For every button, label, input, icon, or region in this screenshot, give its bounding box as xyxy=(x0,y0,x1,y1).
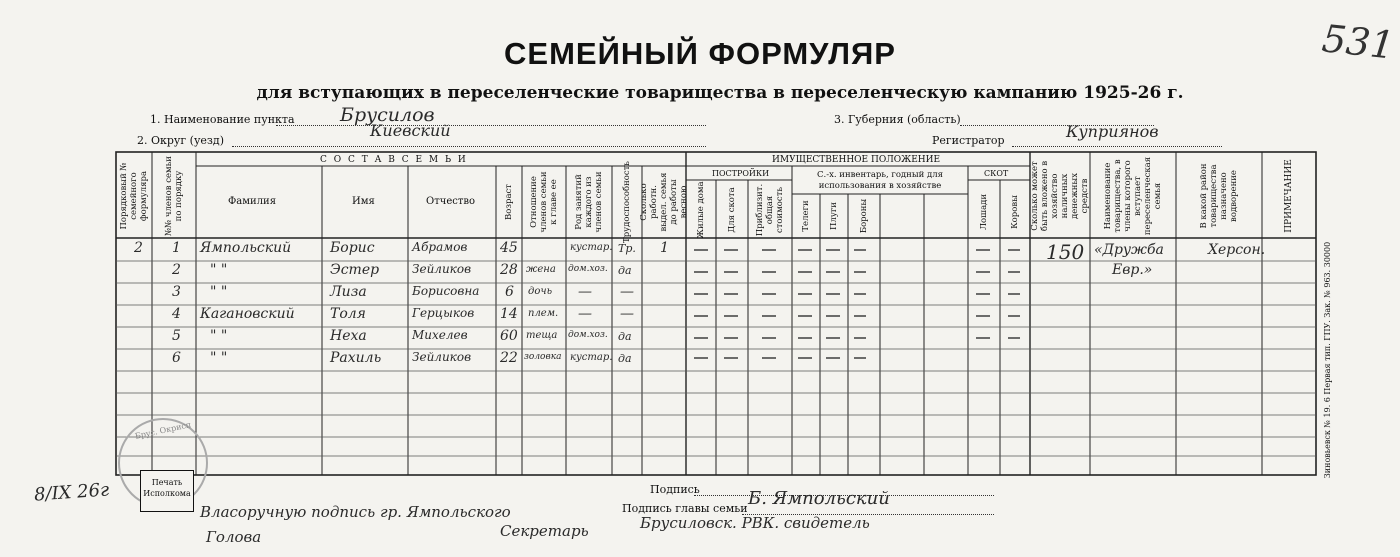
punkt-label: 1. Наименование пункта xyxy=(150,113,295,126)
header-otchestvo: Отчество xyxy=(426,196,476,207)
cell-vozrast: 22 xyxy=(500,350,518,366)
cell-imya: Рахиль xyxy=(330,350,382,366)
cell-otchestvo: Абрамов xyxy=(412,240,468,254)
header-skolko-deneg: Сколько может быть вложено в хозяйство наличных денежных средств xyxy=(1030,160,1090,232)
cell-num: 3 xyxy=(172,284,181,300)
cell-familiya: " " xyxy=(210,284,228,300)
seal-box-line-2: Исполкома xyxy=(143,489,191,498)
podpis-label: Подпись xyxy=(650,483,700,496)
header-postroyki: ПОСТРОЙКИ xyxy=(712,169,770,178)
tovarishchestvo-value-1: «Дружба xyxy=(1094,242,1164,258)
registrator-value: Куприянов xyxy=(1066,122,1159,141)
cell-familiya: " " xyxy=(210,350,228,366)
cell-otnoshenie: теща xyxy=(526,330,558,341)
header-korovy: Коровы xyxy=(1010,195,1020,229)
header-trudosp: Трудоспособность xyxy=(622,161,632,243)
header-primerno: Приблизит. общая стоимость xyxy=(755,183,785,237)
cell-imya: Неха xyxy=(330,328,367,344)
cell-otchestvo: Борисовна xyxy=(412,284,480,298)
cell-trud: — xyxy=(620,284,634,300)
cell-trud: да xyxy=(618,330,632,343)
glava-signature: Б. Ямпольский xyxy=(748,488,890,509)
cell-imya: Борис xyxy=(330,240,375,256)
handwritten-certification: Власоручную подпись гр. Ямпольского xyxy=(200,503,511,521)
cell-vozrast: 60 xyxy=(500,328,518,344)
header-primechanie: ПРИМЕЧАНИЕ xyxy=(1284,159,1294,233)
cell-otchestvo: Зейликов xyxy=(412,350,472,364)
cell-num: 6 xyxy=(172,350,181,366)
cell-num: 4 xyxy=(172,306,181,322)
header-formular-no: Порядковый № семейного формуляра xyxy=(119,162,149,230)
header-imush: ИМУЩЕСТВЕННОЕ ПОЛОЖЕНИЕ xyxy=(772,155,941,165)
header-inventar: С.-х. инвентарь, годный для использования в хозяйстве xyxy=(817,170,943,191)
cell-vozrast: 14 xyxy=(500,306,518,322)
rayon-value: Херсон. xyxy=(1208,242,1266,258)
cell-zanyatie: кустар. xyxy=(570,242,613,253)
cell-familiya: " " xyxy=(210,262,228,278)
cell-imya: Толя xyxy=(330,306,366,322)
okrug-value: Киевский xyxy=(370,121,451,140)
header-plugi: Плуги xyxy=(829,202,839,230)
tovarishchestvo-value-2: Евр.» xyxy=(1112,262,1153,278)
header-sostav: С О С Т А В С Е М Ь И xyxy=(320,155,468,165)
stamp-text: Брус. Окрисп xyxy=(134,420,192,441)
cell-otnoshenie: плем. xyxy=(528,308,559,319)
cell-zanyatie: дом.хоз. xyxy=(568,264,608,274)
cell-imya: Лиза xyxy=(330,284,367,300)
handwritten-secretary: Секретарь xyxy=(500,522,589,540)
header-member-no: №№ членов семьи по порядку xyxy=(164,156,184,236)
header-skot: СКОТ xyxy=(984,169,1009,178)
cell-familiya: Ямпольский xyxy=(200,240,292,256)
header-loshadi: Лошади xyxy=(979,193,989,231)
cell-otnoshenie: золовка xyxy=(524,352,562,362)
cell-zanyatie: — xyxy=(578,284,592,300)
handwritten-date: 8/IX 26г xyxy=(33,479,110,506)
cell-formular: 2 xyxy=(134,240,143,256)
cell-num: 1 xyxy=(172,240,181,256)
header-rayon: В какой район товарищества назначено водворение xyxy=(1199,163,1239,229)
money-value: 150 xyxy=(1046,240,1085,264)
handwritten-witness: Брусиловск. РВК. свидетель xyxy=(640,514,870,532)
cell-familiya: " " xyxy=(210,328,228,344)
cell-otnoshenie: дочь xyxy=(528,286,553,297)
cell-vozrast: 45 xyxy=(500,240,518,256)
cell-imya: Эстер xyxy=(330,262,380,278)
cell-vozrast: 28 xyxy=(500,262,518,278)
header-tovarishchestvo: Наименование товарищества, в члены которого вступает переселенческая семья xyxy=(1103,156,1163,236)
cell-num: 5 xyxy=(172,328,181,344)
cell-rabotn: 1 xyxy=(660,240,669,256)
cell-zanyatie: кустар. xyxy=(570,352,613,363)
guberniya-label: 3. Губерния (область) xyxy=(834,113,961,126)
cell-otchestvo: Герцыков xyxy=(412,306,475,320)
handwritten-head: Голова xyxy=(206,528,262,546)
cell-trud: да xyxy=(618,352,632,365)
seal-box xyxy=(140,470,194,512)
form-subtitle: для вступающих в переселенческие товарищества в переселенческую кампанию 1925-26 г. xyxy=(256,83,1184,103)
header-otnoshenie: Отношение членов семьи к главе ее xyxy=(529,171,559,233)
header-dlya-skota: Для скота xyxy=(727,187,737,233)
header-vozrast: Возраст xyxy=(504,184,514,220)
cell-familiya: Кагановский xyxy=(200,306,295,322)
registrator-label: Регистратор xyxy=(932,134,1005,147)
cell-trud: да xyxy=(618,264,632,277)
header-familiya: Фамилия xyxy=(228,196,277,207)
cell-zanyatie: — xyxy=(578,306,592,322)
cell-otchestvo: Зейликов xyxy=(412,262,472,276)
cell-num: 2 xyxy=(172,262,181,278)
seal-box-line-1: Печать xyxy=(151,478,183,487)
punkt-value: Брусилов xyxy=(340,104,435,126)
header-imya: Имя xyxy=(352,196,375,207)
cell-trud: Тр. xyxy=(618,242,636,255)
form-title: СЕМЕЙНЫЙ ФОРМУЛЯР xyxy=(504,36,896,71)
cell-otnoshenie: жена xyxy=(526,264,556,275)
header-skolko: Сколько работн. выдел. семья до работы весною xyxy=(639,172,689,232)
cell-trud: — xyxy=(620,306,634,322)
header-zhilye: Жилые дома xyxy=(696,181,706,239)
podpis-glavy-label: Подпись главы семьи xyxy=(622,502,748,515)
cell-vozrast: 6 xyxy=(505,284,514,300)
header-telegi: Телеги xyxy=(801,200,811,232)
cell-zanyatie: дом.хоз. xyxy=(568,330,608,340)
header-borony: Бороны xyxy=(859,198,869,234)
archive-page-number: 531 xyxy=(1319,16,1397,68)
header-zanyatiy: Род занятий каждого из членов семьи xyxy=(574,171,604,233)
print-note: Зиновьевск № 19. 6 Первая тип. ГПУ. Зак. № 963. 30000 xyxy=(1323,241,1332,479)
cell-otchestvo: Михелев xyxy=(412,328,468,342)
okrug-label: 2. Округ (уезд) xyxy=(137,134,224,147)
